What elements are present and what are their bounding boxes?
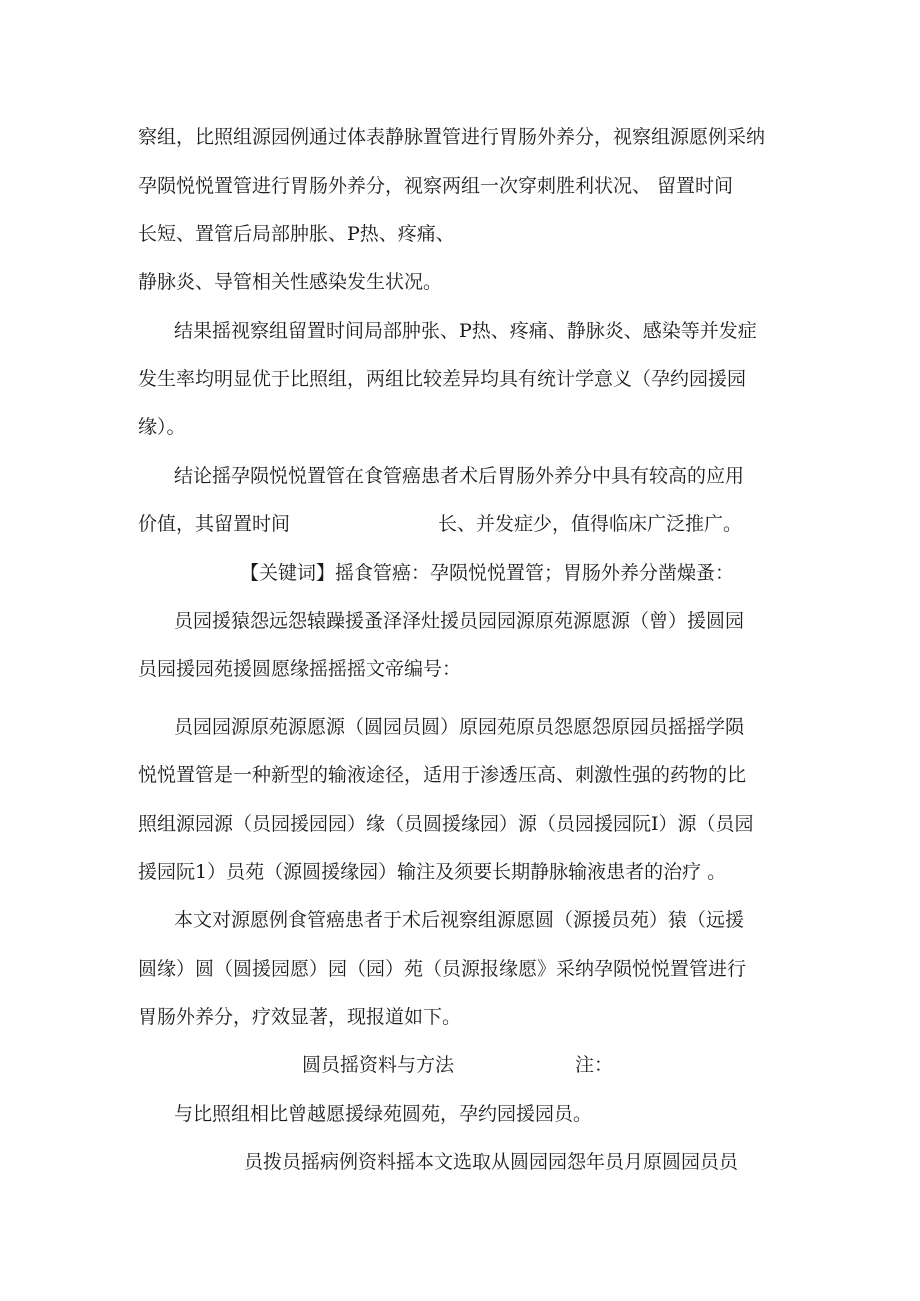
doi-line: 员园援猿怨远怨辕躁援蚤泽泽灶援员园园源原苑源愿源（曾）援圆园 (174, 610, 745, 632)
text-line: 缘）。 (138, 416, 186, 438)
text-line: 察组，比照组源园例通过体表静脉置管进行胃肠外养分，视察组源愿例采纳 (138, 126, 766, 148)
text-line: 照组源园源（员园援园园）缘（员圆援缘园）源（员园援园阮I）源（员园 (138, 813, 754, 835)
text-line: 圆缘）圆（圆援园愿）园（园）苑（员源报缘愿》采纳孕陨悦悦置管进行 (138, 958, 747, 980)
text-line: 援园阮1）员苑（源圆援缘园）输注及须要长期静脉输液患者的治疗 。 (138, 861, 727, 883)
keywords-line: 【关键词】摇食管癌：孕陨悦悦置管；胃肠外养分凿燥蚤： (240, 562, 735, 584)
note-label: 注： (575, 1054, 614, 1076)
text-line: 发生率均明显优于比照组，两组比较差异均具有统计学意义（孕约园援园 (138, 368, 747, 390)
text-line: 静脉炎、导管相关性感染发生状况。 (138, 271, 443, 293)
text-line: 悦悦置管是一种新型的输液途径，适用于渗透压高、刺激性强的药物的比 (138, 764, 747, 786)
article-number-line: 员园园源原苑源愿源（圆园员圆）原园苑原员怨愿怨原园员摇摇学陨 (174, 716, 745, 738)
text-line: 长短、置管后局部肿胀、P热、疼痛、 (138, 223, 455, 245)
text-line: 员园援园苑援圆愿缘摇摇摇文帝编号： (138, 658, 462, 680)
intro-paragraph-line: 本文对源愿例食管癌患者于术后视察组源愿圆（源援员苑）猿（远援 (174, 909, 745, 931)
text-line: 胃肠外养分，疗效显著，现报道如下。 (138, 1006, 462, 1028)
text-line: 价值，其留置时间 (138, 513, 291, 535)
text-line: 孕陨悦悦置管进行胃肠外养分，视察两组一次穿刺胜利状况、 留置时间 (138, 175, 734, 197)
conclusion-paragraph-line: 结论摇孕陨悦悦置管在食管癌患者术后胃肠外养分中具有较高的应用 (174, 465, 745, 487)
subsection-line: 员拨员摇病例资料摇本文选取从圆园园怨年员月原圆园员员 (244, 1151, 739, 1173)
section-heading: 圆员摇资料与方法 (302, 1054, 455, 1076)
results-paragraph-line: 结果摇视察组留置时间局部肿张、P热、疼痛、静脉炎、感染等并发症 (174, 320, 757, 342)
text-line: 长、并发症少，值得临床广泛推广。 (438, 513, 743, 535)
note-line: 与比照组相比曾越愿援绿苑圆苑，孕约园援园员。 (174, 1103, 593, 1125)
